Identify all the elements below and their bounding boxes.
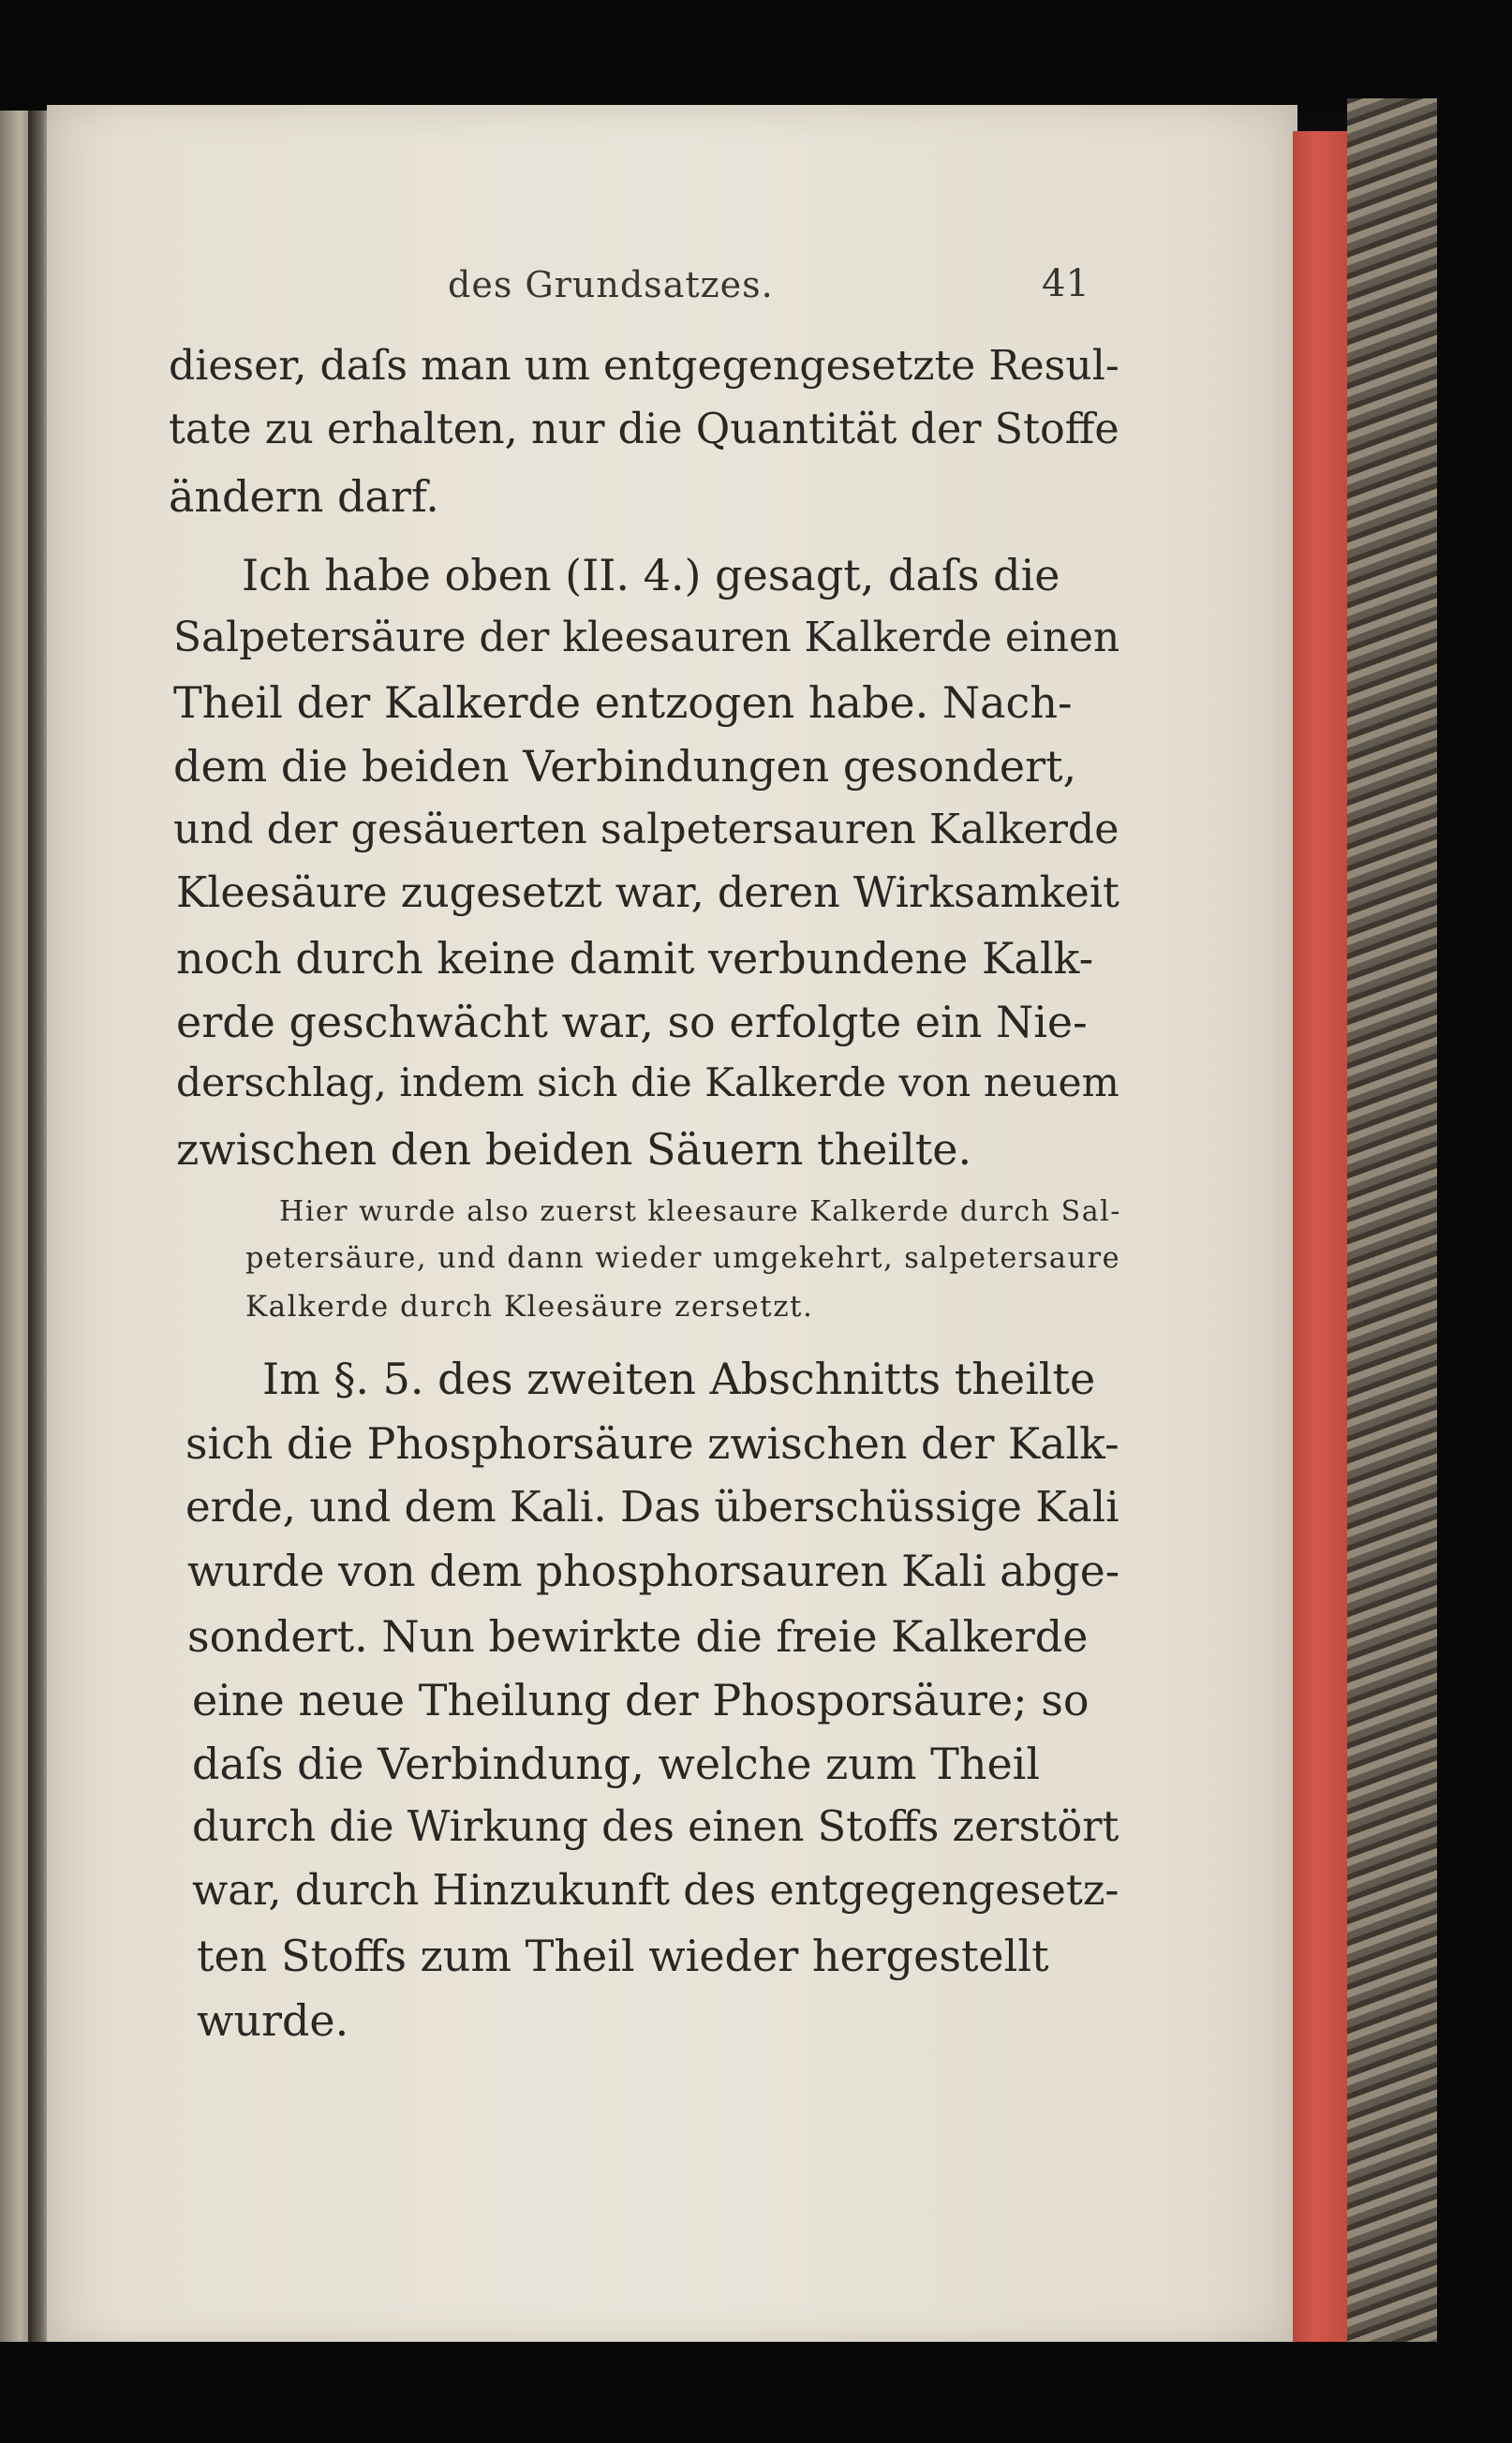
text-line: tate zu erhalten, nur die Quantität der Stoffe bbox=[169, 406, 1119, 453]
backdrop-top bbox=[0, 0, 1512, 112]
text-line: derschlag, indem sich die Kalkerde von neuem bbox=[176, 1060, 1119, 1106]
red-page-edges bbox=[1293, 131, 1349, 2347]
text-line: Kleesäure zugesetzt war, deren Wirksamkeit bbox=[176, 869, 1119, 917]
text-line: wurde. bbox=[197, 1995, 349, 2046]
text-line: durch die Wirkung des einen Stoffs zerstört bbox=[192, 1802, 1119, 1851]
backdrop-right bbox=[1437, 0, 1512, 2443]
text-line: eine neue Theilung der Phosporsäure; so bbox=[192, 1675, 1090, 1725]
text-line: sondert. Nun bewirkte die freie Kalkerde bbox=[187, 1611, 1089, 1662]
text-line: erde, und dem Kali. Das überschüssige Kali bbox=[185, 1482, 1119, 1532]
footnote-line: Kalkerde durch Kleesäure zersetzt. bbox=[245, 1290, 814, 1324]
text-line: Ich habe oben (II. 4.) gesagt, daſs die bbox=[242, 550, 1060, 600]
text-line: wurde von dem phosphorsauren Kali abge- bbox=[187, 1547, 1120, 1596]
text-line: erde geschwächt war, so erfolgte ein Nie- bbox=[176, 997, 1088, 1047]
text-line: ten Stoffs zum Theil wieder hergestellt bbox=[197, 1931, 1049, 1981]
text-line: Theil der Kalkerde entzogen habe. Nach- bbox=[173, 677, 1073, 728]
footnote-line: petersäure, und dann wieder umgekehrt, salpetersaure bbox=[245, 1242, 1121, 1275]
text-line: daſs die Verbindung, welche zum Theil bbox=[192, 1739, 1041, 1789]
text-line: sich die Phosphorsäure zwischen der Kalk- bbox=[185, 1418, 1119, 1469]
text-line: Im §. 5. des zweiten Abschnitts theilte bbox=[262, 1354, 1096, 1404]
text-line: zwischen den beiden Säuern theilte. bbox=[176, 1124, 972, 1175]
text-line: war, durch Hinzukunft des entgegengesetz- bbox=[192, 1866, 1119, 1915]
page-number: 41 bbox=[1042, 262, 1090, 305]
footnote-line: Hier wurde also zuerst kleesaure Kalkerde durch Sal- bbox=[279, 1195, 1121, 1228]
backdrop-bottom bbox=[0, 2342, 1512, 2443]
text-line: ändern darf. bbox=[169, 471, 439, 522]
running-header: des Grundsatzes. bbox=[448, 264, 774, 305]
text-line: dem die beiden Verbindungen gesondert, bbox=[173, 741, 1077, 792]
text-line: Salpetersäure der kleesauren Kalkerde einen bbox=[173, 614, 1120, 661]
text-line: noch durch keine damit verbundene Kalk- bbox=[176, 933, 1094, 984]
marbled-cover bbox=[1347, 98, 1437, 2351]
text-line: und der gesäuerten salpetersauren Kalkerde bbox=[173, 806, 1119, 853]
text-line: dieser, daſs man um entgegengesetzte Resul- bbox=[169, 342, 1119, 390]
